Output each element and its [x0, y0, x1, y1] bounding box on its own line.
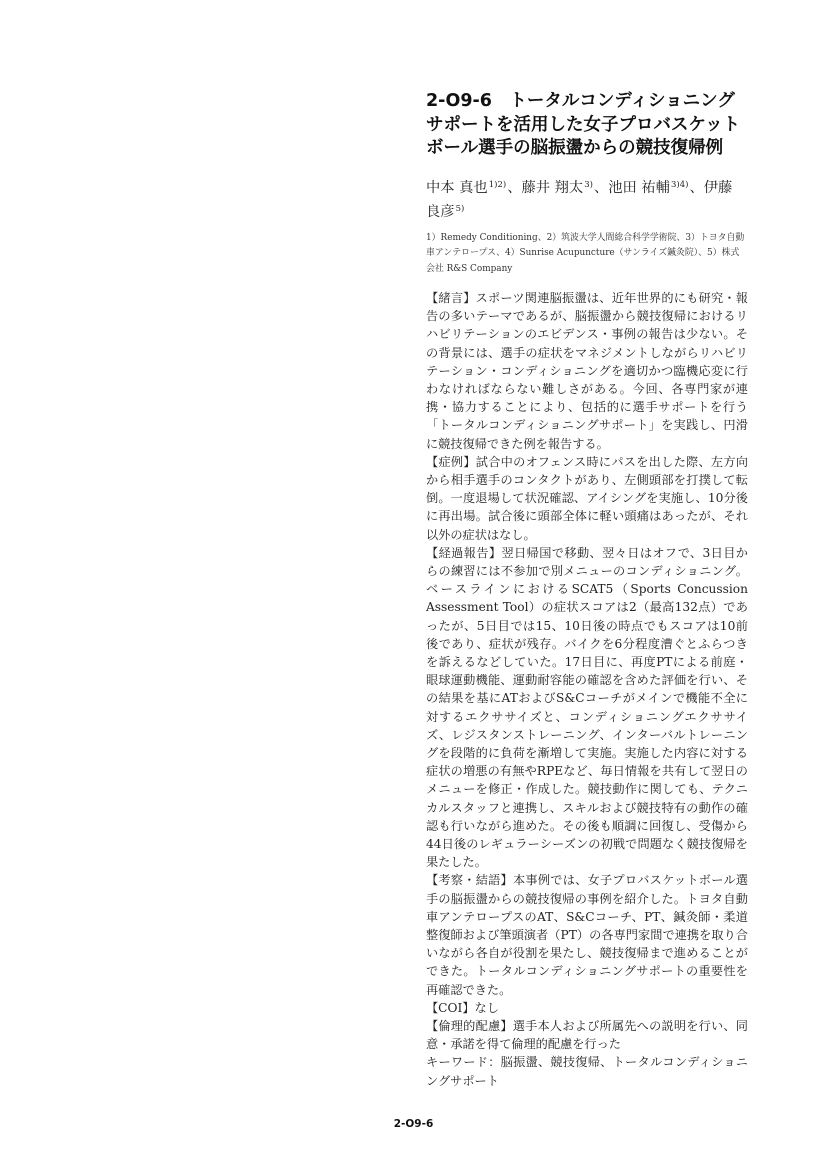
author-separator: 、 [689, 179, 704, 196]
author-name: 池田 祐輔 [608, 179, 670, 196]
discussion-paragraph: 【考察・結語】本事例では、女子プロバスケットボール選手の脳振盪からの競技復帰の事例を紹介した。トヨタ自動車アンテロープスのAT、S&Cコーチ、PT、鍼灸師・柔道整復師および筆頭演者（PT）の各専門家間で連携を取り合いながら各自が役割を果たし、競技復帰まで進めることができた。トータルコンディショニングサポートの重要性を再確認できた。 [426, 873, 748, 997]
author-name: 中本 真也 [426, 179, 488, 196]
author-affiliation-mark: 3) [584, 179, 593, 190]
author-affiliation-mark: 5) [455, 204, 465, 214]
author-separator: 、 [593, 179, 609, 196]
author-name: 藤井 翔太 [521, 179, 584, 196]
author-affiliation-mark: 1)2) [488, 179, 507, 190]
affiliation-list: 1）Remedy Conditioning、2）筑波大学人間総合科学学術院、3）トヨタ自動車アンテロープス、4）Sunrise Acupuncture（サンライズ鍼灸院）、5）株式会社 R&S Company [426, 232, 745, 275]
introduction-paragraph: 【緒言】スポーツ関連脳振盪は、近年世界的にも研究・報告の多いテーマであるが、脳振盪から競技復帰におけるリハビリテーションのエビデンス・事例の報告は少ない。その背景には、選手の症状をマネジメントしながらリハビリテーション・コンディショニングを適切かつ臨機応変に行わなければならない難しさがある。今回、各専門家が連携・協力することにより、包括的に選手サポートを行う「トータルコンディショニングサポート」を実践し、円滑に競技復帰できた例を報告する。 [426, 290, 748, 451]
abstract-column [426, 90, 748, 1090]
progress-report-paragraph: 【経過報告】翌日帰国で移動、翌々日はオフで、3日目からの練習には不参加で別メニューのコンディショニング。ベースラインにおけるSCAT5（Sports Concussion Assessment Tool）の症状スコアは2（最高132点）であったが、5日目では15、10日後の時点でもスコアは10前後であり、症状が残存。バイクを6分程度漕ぐとふらつきを訴えるなどしていた。17日目に、再度PTによる前庭・眼球運動機能、運動耐容能の確認を含めた評価を行い、その結果を基にATおよびS&Cコーチがメインで機能不全に対するエクササイズと、コンディショニングエクササイズ、レジスタンストレーニング、インターバルトレーニングを段階的に負荷を漸増して実施。実施した内容に対する症状の増悪の有無やRPEなど、毎日情報を共有して翌日のメニューを修正・作成した。競技動作に関しても、テクニカルスタッフと連携し、スキルおよび競技特有の動作の確認も行いながら進めた。その後も順調に回復し、受傷から44日後のレギュラーシーズンの初戦で問題なく競技復帰を果たした。 [426, 545, 748, 870]
author-separator: 、 [507, 179, 522, 196]
coi-paragraph: 【COI】なし [426, 1000, 499, 1015]
abstract-body [426, 289, 748, 1090]
keywords-paragraph: キーワード：脳振盪、競技復帰、トータルコンディショニングサポート [426, 1055, 748, 1088]
page-footer-label: 2-O9-6 [393, 1118, 434, 1130]
author-list [426, 175, 748, 224]
author-affiliation-mark: 3)4) [670, 179, 689, 190]
ethics-paragraph: 【倫理的配慮】選手本人および所属先への説明を行い、同意・承諾を得て倫理的配慮を行った [426, 1019, 748, 1052]
author-name: 伊藤 良彦 [426, 179, 733, 220]
abstract-title: 2-O9-6 トータルコンディショニングサポートを活用した女子プロバスケットボール選手の脳振盪からの競技復帰例 [426, 91, 741, 158]
case-paragraph: 【症例】試合中のオフェンス時にパスを出した際、左方向から相手選手のコンタクトがあり、左側頭部を打撲して転倒。一度退場して状況確認、アイシングを実施し、10分後に再出場。試合後に頭部全体に軽い頭痛はあったが、それ以外の症状はなし。 [426, 454, 748, 542]
